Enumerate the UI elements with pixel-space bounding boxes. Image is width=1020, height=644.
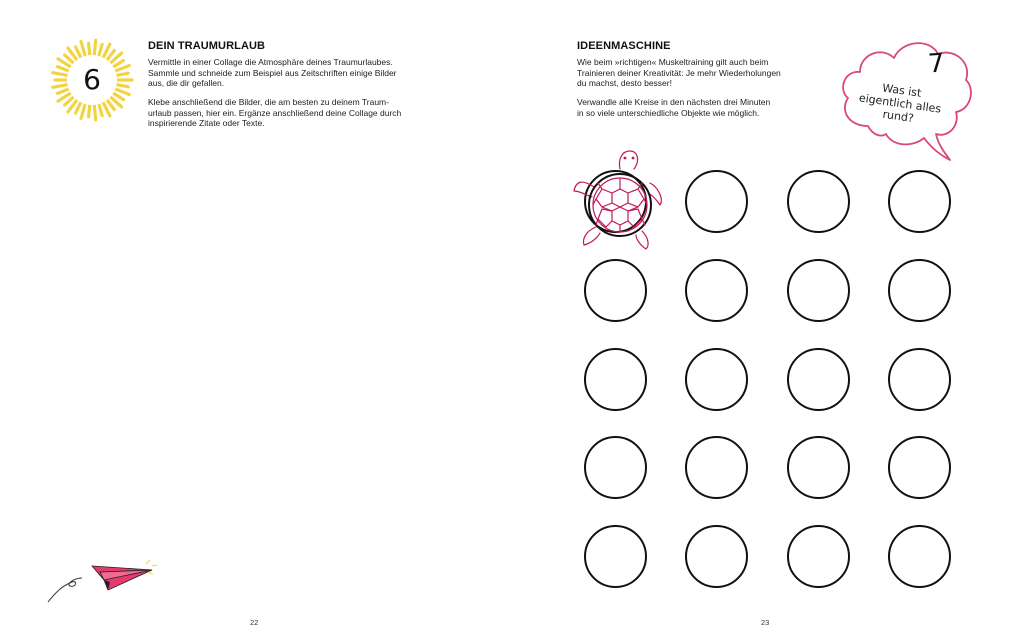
drawing-circle bbox=[787, 259, 850, 322]
drawing-circle bbox=[888, 170, 951, 233]
drawing-circle bbox=[888, 348, 951, 411]
drawing-circle bbox=[685, 436, 748, 499]
drawing-circle bbox=[787, 525, 850, 588]
drawing-circle bbox=[888, 525, 951, 588]
right-paragraph-1: Wie beim »richtigen« Muskeltraining gilt auch beim Trainieren deiner Kreativität: Je mehr Wiederholungen du machst, desto besser! bbox=[577, 57, 781, 89]
drawing-circle bbox=[685, 525, 748, 588]
drawing-circle bbox=[584, 259, 647, 322]
drawing-circle bbox=[584, 348, 647, 411]
left-paragraph-2: Klebe anschließend die Bilder, die am besten zu deinem Traum- urlaub passen, hier ein. Ergänze anschließend deine Collage durch inspirierende Zitate oder Texte. bbox=[148, 97, 402, 129]
turtle-icon bbox=[572, 147, 664, 251]
drawing-circle bbox=[787, 170, 850, 233]
drawing-circle bbox=[685, 348, 748, 411]
page-number-right: 23 bbox=[761, 618, 770, 627]
right-paragraph-2: Verwandle alle Kreise in den nächsten drei Minuten in so viele unterschiedliche Objekte wie möglich. bbox=[577, 97, 771, 118]
page-number-left: 22 bbox=[250, 618, 259, 627]
drawing-circle bbox=[787, 348, 850, 411]
bubble-question: Was ist eigentlich alles rund? bbox=[858, 81, 942, 125]
drawing-circle bbox=[685, 259, 748, 322]
badge-number: 6 bbox=[83, 63, 101, 96]
bubble-number: 7 bbox=[926, 48, 946, 80]
drawing-circle bbox=[787, 436, 850, 499]
drawing-circle bbox=[888, 436, 951, 499]
drawing-circle bbox=[584, 436, 647, 499]
drawing-circle bbox=[888, 259, 951, 322]
right-title: IDEENMASCHINE bbox=[577, 40, 671, 52]
left-title: DEIN TRAUMURLAUB bbox=[148, 40, 266, 52]
drawing-circle bbox=[584, 525, 647, 588]
drawing-circle bbox=[685, 170, 748, 233]
left-paragraph-1: Vermittle in einer Collage die Atmosphäre deines Traumurlaubes. Sammle und schneide zum Beispiel aus Zeitschriften einige Bilder aus, die dir gefallen. bbox=[148, 57, 397, 89]
